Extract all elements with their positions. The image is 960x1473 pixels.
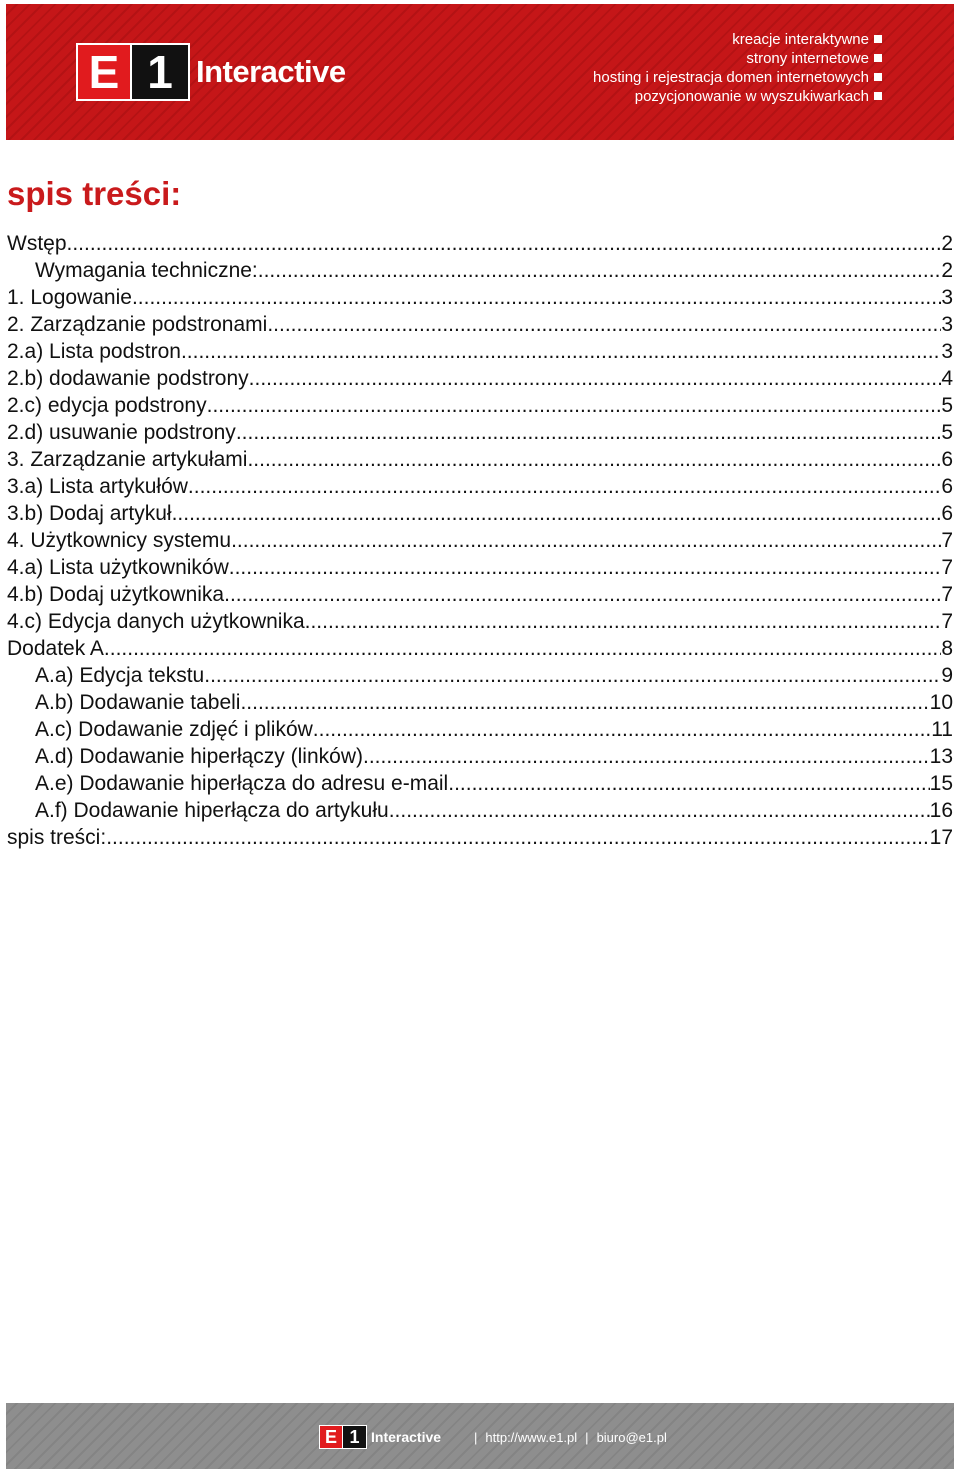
toc-dot-leader xyxy=(204,662,941,689)
toc-dot-leader xyxy=(172,500,942,527)
toc-entry-title: 4. Użytkownicy systemu xyxy=(7,529,232,552)
footer-website-link[interactable]: http://www.e1.pl xyxy=(485,1430,578,1445)
toc-entry[interactable] xyxy=(7,257,953,284)
toc-dot-leader xyxy=(181,338,941,365)
toc-dot-leader xyxy=(247,446,941,473)
toc-page-number: 3 xyxy=(941,286,953,309)
footer-email-link[interactable]: biuro@e1.pl xyxy=(596,1430,667,1445)
toc-page-number: 6 xyxy=(941,448,953,471)
toc-entry-title: A.c) Dodawanie zdjęć i plików xyxy=(35,718,313,741)
toc-entry[interactable] xyxy=(7,365,953,392)
toc-entry[interactable] xyxy=(7,311,953,338)
toc-dot-leader xyxy=(258,257,942,284)
toc-page-number: 15 xyxy=(929,772,953,795)
tagline: kreacje interaktywne xyxy=(593,30,882,49)
toc-entry[interactable] xyxy=(7,608,953,635)
toc-entry-title: 2.d) usuwanie podstrony xyxy=(7,421,236,444)
toc-page-number: 11 xyxy=(931,718,953,741)
toc-page-number: 7 xyxy=(941,583,953,606)
toc-page-number: 6 xyxy=(941,475,953,498)
toc-dot-leader xyxy=(224,581,941,608)
toc-page-number: 7 xyxy=(941,610,953,633)
toc-entry[interactable] xyxy=(7,635,953,662)
toc-entry-title: spis treści: xyxy=(7,826,107,849)
toc-entry-title: 4.a) Lista użytkowników xyxy=(7,556,229,579)
toc-entry[interactable] xyxy=(7,392,953,419)
toc-heading: spis treści: xyxy=(7,175,182,212)
toc-page-number: 9 xyxy=(941,664,953,687)
logo-wordmark: Interactive xyxy=(196,54,346,89)
toc-entry[interactable] xyxy=(7,662,953,689)
toc-entry-title: 4.c) Edycja danych użytkownika xyxy=(7,610,305,633)
logo-e-block: E xyxy=(76,43,132,101)
toc-entry-title: A.a) Edycja tekstu xyxy=(35,664,205,687)
toc-entry-title: A.d) Dodawanie hiperłączy (linków) xyxy=(35,745,363,768)
table-of-contents xyxy=(7,230,953,851)
footer-contact xyxy=(466,1430,667,1445)
footer-logo-e-block: E xyxy=(319,1425,343,1449)
toc-dot-leader xyxy=(132,284,941,311)
toc-entry[interactable] xyxy=(7,473,953,500)
toc-entry[interactable] xyxy=(7,527,953,554)
toc-entry-title: 3. Zarządzanie artykułami xyxy=(7,448,248,471)
toc-dot-leader xyxy=(231,527,941,554)
toc-page-number: 4 xyxy=(941,367,953,390)
toc-dot-leader xyxy=(67,230,942,257)
toc-entry[interactable] xyxy=(7,770,953,797)
toc-dot-leader xyxy=(188,473,941,500)
toc-page-number: 10 xyxy=(929,691,953,714)
toc-page-number: 5 xyxy=(941,394,953,417)
toc-dot-leader xyxy=(267,311,941,338)
toc-entry-title: Wstęp xyxy=(7,232,67,255)
toc-entry[interactable] xyxy=(7,230,953,257)
toc-dot-leader xyxy=(389,797,930,824)
toc-dot-leader xyxy=(313,716,931,743)
toc-entry[interactable] xyxy=(7,554,953,581)
toc-entry[interactable] xyxy=(7,500,953,527)
e1-interactive-logo[interactable] xyxy=(76,42,346,102)
toc-entry-title: 1. Logowanie xyxy=(7,286,132,309)
toc-entry[interactable] xyxy=(7,419,953,446)
toc-entry-title: Dodatek A xyxy=(7,637,104,660)
toc-page-number: 2 xyxy=(941,259,953,282)
square-bullet-icon xyxy=(874,92,882,100)
toc-entry[interactable] xyxy=(7,716,953,743)
toc-dot-leader xyxy=(448,770,929,797)
footer-banner xyxy=(6,1403,954,1469)
toc-entry-title: 2.c) edycja podstrony xyxy=(7,394,207,417)
toc-entry[interactable] xyxy=(7,797,953,824)
toc-dot-leader xyxy=(106,824,929,851)
tagline: hosting i rejestracja domen internetowych xyxy=(593,68,882,87)
toc-entry-title: 3.a) Lista artykułów xyxy=(7,475,188,498)
logo-1-block: 1 xyxy=(132,43,190,101)
toc-entry-title: 2. Zarządzanie podstronami xyxy=(7,313,268,336)
toc-page-number: 17 xyxy=(929,826,953,849)
toc-entry-title: 2.a) Lista podstron xyxy=(7,340,181,363)
footer-logo[interactable] xyxy=(319,1425,441,1449)
toc-entry-title: A.e) Dodawanie hiperłącza do adresu e-mail xyxy=(35,772,449,795)
header-banner xyxy=(6,4,954,140)
toc-entry-title: 2.b) dodawanie podstrony xyxy=(7,367,249,390)
toc-entry[interactable] xyxy=(7,743,953,770)
toc-page-number: 16 xyxy=(929,799,953,822)
square-bullet-icon xyxy=(874,54,882,62)
toc-entry-title: 3.b) Dodaj artykuł xyxy=(7,502,172,525)
toc-entry[interactable] xyxy=(7,581,953,608)
toc-entry-title: A.b) Dodawanie tabeli xyxy=(35,691,241,714)
toc-page-number: 6 xyxy=(941,502,953,525)
footer-separator: | xyxy=(474,1430,478,1445)
footer-logo-wordmark: Interactive xyxy=(371,1429,442,1445)
toc-dot-leader xyxy=(104,635,941,662)
toc-entry-title: A.f) Dodawanie hiperłącza do artykułu xyxy=(35,799,389,822)
toc-entry[interactable] xyxy=(7,824,953,851)
tagline: strony internetowe xyxy=(593,49,882,68)
header-taglines xyxy=(593,30,882,106)
toc-page-number: 3 xyxy=(941,313,953,336)
toc-entry[interactable] xyxy=(7,446,953,473)
toc-page-number: 3 xyxy=(941,340,953,363)
toc-entry[interactable] xyxy=(7,689,953,716)
toc-entry-title: 4.b) Dodaj użytkownika xyxy=(7,583,225,606)
toc-page-number: 8 xyxy=(941,637,953,660)
toc-dot-leader xyxy=(305,608,942,635)
toc-entry[interactable] xyxy=(7,284,953,311)
toc-entry-title: Wymagania techniczne: xyxy=(35,259,258,282)
toc-page-number: 7 xyxy=(941,529,953,552)
footer-logo-1-block: 1 xyxy=(343,1425,367,1449)
toc-page-number: 7 xyxy=(941,556,953,579)
toc-dot-leader xyxy=(363,743,930,770)
toc-entry[interactable] xyxy=(7,338,953,365)
tagline: pozycjonowanie w wyszukiwarkach xyxy=(593,87,882,106)
square-bullet-icon xyxy=(874,35,882,43)
footer-separator: | xyxy=(585,1430,589,1445)
toc-dot-leader xyxy=(207,392,942,419)
toc-page-number: 13 xyxy=(929,745,953,768)
square-bullet-icon xyxy=(874,73,882,81)
toc-page-number: 5 xyxy=(941,421,953,444)
toc-dot-leader xyxy=(240,689,929,716)
toc-dot-leader xyxy=(229,554,942,581)
toc-dot-leader xyxy=(236,419,942,446)
toc-page-number: 2 xyxy=(941,232,953,255)
toc-dot-leader xyxy=(249,365,942,392)
